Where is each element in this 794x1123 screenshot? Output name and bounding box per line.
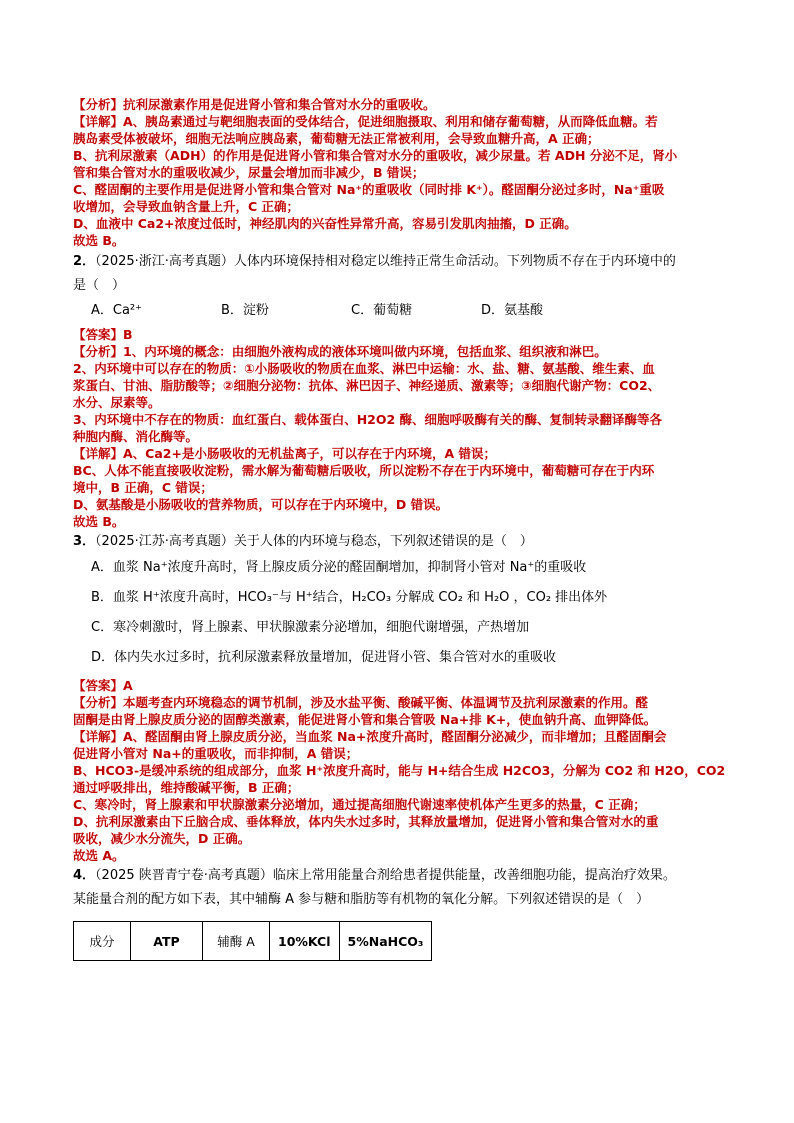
q2-analysis-line: 2、内环境中可以存在的物质：①小肠吸收的物质在血浆、淋巴中运输：水、盐、糖、氨基酸、维生素、血 [73, 361, 655, 376]
q2-analysis-line: 浆蛋白、甘油、脂肪酸等；②细胞分泌物：抗体、淋巴因子、神经递质、激素等；③细胞代谢产物：CO2、 [73, 378, 661, 393]
q2-answer: 【答案】B [73, 327, 133, 342]
document-page [73, 96, 726, 961]
q3-analysis-line: 固酮是由肾上腺皮质分泌的固醇类激素，能促进肾小管和集合管吸 Na+排 K+，使血钠升高、血钾降低。 [73, 712, 657, 727]
q2-detail-line: 【详解】A、Ca2+是小肠吸收的无机盐离子，可以存在于内环境，A 错误； [73, 446, 496, 461]
q2-option-d: D．氨基酸 [481, 303, 544, 318]
q4-stem-end: 某能量合剂的配方如下表，其中辅酶 A 参与糖和脂肪等有机物的氧化分解。下列叙述错误的是（ ） [73, 892, 650, 907]
q3-stem [73, 531, 723, 553]
question-2 [73, 250, 723, 530]
q3-option-d: D．体内失水过多时，抗利尿激素释放量增加，促进肾小管、集合管对水的重吸收 [91, 650, 557, 665]
table-row [74, 922, 432, 961]
q2-stem [73, 250, 723, 274]
q2-analysis-line: 3、内环境中不存在的物质：血红蛋白、载体蛋白、H2O2 酶、细胞呼吸酶有关的酶、复制转录翻译酶等各 [73, 412, 663, 427]
table-cell: 5%NaHCO₃ [339, 922, 432, 961]
table-header-cell: 成分 [74, 922, 131, 961]
q1-conclusion: 故选 B。 [73, 233, 125, 248]
q4-stem-text: （2025 陕晋青宁卷·高考真题）临床上常用能量合剂给患者提供能量，改善细胞功能，提高治疗效果。 [95, 868, 676, 883]
q3-detail-line: 通过呼吸排出，维持酸碱平衡，B 正确； [73, 780, 300, 795]
q2-analysis-line: 【分析】1、内环境的概念：由细胞外液构成的液体环境叫做内环境，包括血浆、组织液和淋巴。 [73, 344, 607, 359]
q4-recipe-table [73, 921, 432, 961]
q2-option-a: A．Ca²⁺ [91, 303, 143, 318]
q1-detail-line: B、抗利尿激素（ADH）的作用是促进肾小管和集合管对水分的重吸收，减少尿量。若 ADH 分泌不足，肾小 [73, 148, 678, 163]
q3-detail-line: B、HCO3-是缓冲系统的组成部分，血浆 H⁺浓度升高时，能与 H+结合生成 H2CO3，分解为 CO2 和 H2O，CO2 [73, 763, 726, 778]
q2-option-c: C．葡萄糖 [351, 303, 413, 318]
q3-analysis-line: 【分析】本题考查内环境稳态的调节机制，涉及水盐平衡、酸碱平衡、体温调节及抗利尿激素的作用。醛 [73, 695, 649, 710]
q2-number: 2． [73, 254, 96, 269]
q4-number: 4． [73, 868, 96, 883]
table-cell: ATP [131, 922, 203, 961]
q3-detail-line: 促进肾小管对 Na+的重吸收，而非抑制，A 错误； [73, 746, 359, 761]
q2-detail-line: BC、人体不能直接吸收淀粉，需水解为葡萄糖后吸收，所以淀粉不存在于内环境中，葡萄糖可存在于内环 [73, 463, 655, 478]
q1-detail-line: 收增加，会导致血钠含量上升，C 正确； [73, 199, 300, 214]
q3-detail-line: 吸收，减少水分流失，D 正确。 [73, 831, 251, 846]
q2-conclusion: 故选 B。 [73, 514, 125, 529]
q3-answer: 【答案】A [73, 678, 133, 693]
q3-detail-line: D、抗利尿激素由下丘脑合成、垂体释放，体内失水过多时，其释放量增加，促进肾小管和集合管对水的重 [73, 814, 659, 829]
q1-detail-line: D、血液中 Ca2+浓度过低时，神经肌肉的兴奋性异常升高，容易引发肌肉抽搐，D 正确。 [73, 216, 577, 231]
q2-detail-line: 境中，B 正确，C 错误； [73, 480, 213, 495]
q3-number: 3． [73, 534, 96, 549]
q1-detail-line: 【详解】A、胰岛素通过与靶细胞表面的受体结合，促进细胞摄取、利用和储存葡萄糖，从而降低血糖。若 [73, 114, 658, 129]
q1-solution [73, 96, 723, 249]
q3-detail-line: C、寒冷时，肾上腺素和甲状腺激素分泌增加，通过提高细胞代谢速率使机体产生更多的热量，C 正确； [73, 797, 646, 812]
q2-options [73, 302, 723, 320]
q2-option-b: B．淀粉 [221, 303, 269, 318]
table-cell: 10%KCl [270, 922, 340, 961]
table-cell: 辅酶 A [203, 922, 270, 961]
q3-detail-line: 【详解】A、醛固酮由肾上腺皮质分泌，当血浆 Na+浓度升高时，醛固酮分泌减少，而非增加；且醛固酮会 [73, 729, 667, 744]
q4-stem [73, 865, 723, 887]
q2-stem-text: （2025·浙江·高考真题）人体内环境保持相对稳定以维持正常生命活动。下列物质不存在于内环境中的 [95, 254, 676, 269]
q1-detail-line: C、醛固酮的主要作用是促进肾小管和集合管对 Na⁺的重吸收（同时排 K⁺）。醛固酮分泌过多时，Na⁺重吸 [73, 182, 665, 197]
question-3 [73, 531, 726, 864]
q3-stem-text: （2025·江苏·高考真题）关于人体的内环境与稳态，下列叙述错误的是（ ） [95, 534, 533, 549]
q3-option-b: B．血浆 H⁺浓度升高时，HCO₃⁻与 H⁺结合，H₂CO₃ 分解成 CO₂ 和 H₂O ，CO₂ 排出体外 [91, 590, 608, 605]
q2-stem-end: 是（ ） [73, 278, 126, 293]
q3-option-a: A．血浆 Na⁺浓度升高时，肾上腺皮质分泌的醛固酮增加，抑制肾小管对 Na⁺的重吸收 [91, 560, 587, 575]
q3-option-c: C．寒冷刺激时，肾上腺素、甲状腺激素分泌增加，细胞代谢增强，产热增加 [91, 620, 530, 635]
q3-conclusion: 故选 A。 [73, 848, 125, 863]
q1-detail-line: 胰岛素受体被破坏，细胞无法响应胰岛素，葡萄糖无法正常被利用，会导致血糖升高，A 正确； [73, 131, 600, 146]
q1-analysis: 【分析】抗利尿激素作用是促进肾小管和集合管对水分的重吸收。 [73, 97, 436, 112]
q2-analysis-line: 水分、尿素等。 [73, 395, 161, 410]
q2-detail-line: D、氨基酸是小肠吸收的营养物质，可以存在于内环境中，D 错误。 [73, 497, 449, 512]
question-4 [73, 865, 723, 961]
q1-detail-line: 管和集合管对水的重吸收减少，尿量会增加而非减少，B 错误； [73, 165, 425, 180]
q2-analysis-line: 种胞内酶、消化酶等。 [73, 429, 199, 444]
